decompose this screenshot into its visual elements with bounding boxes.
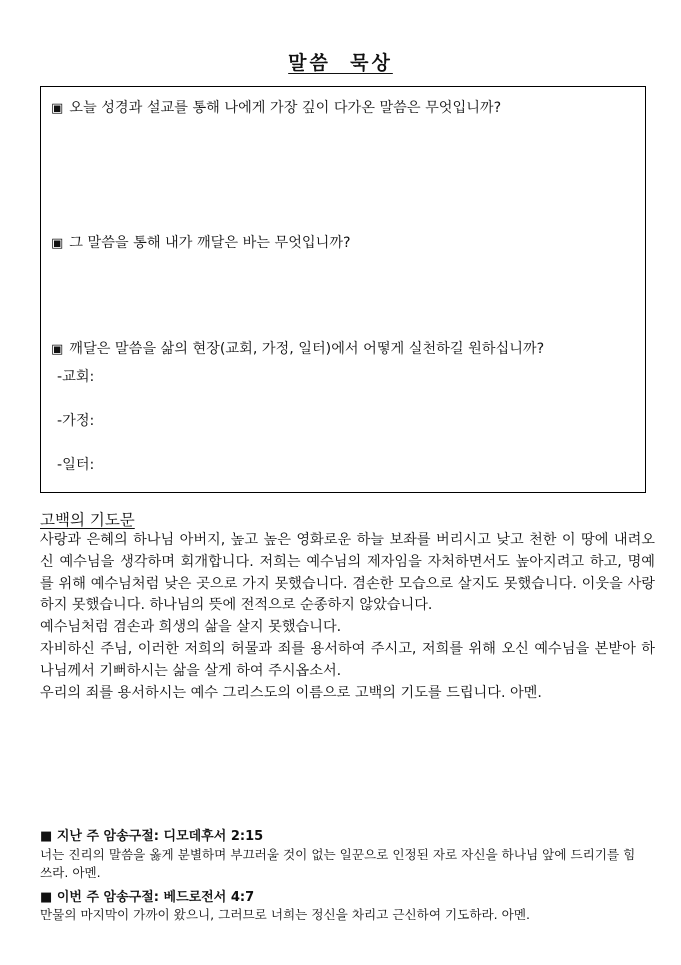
title-text: 말씀 묵상 (288, 52, 393, 74)
prayer-body (40, 530, 655, 704)
this-week-verse-label (40, 886, 254, 905)
question-3-text: 깨달은 말씀을 삶의 현장(교회, 가정, 일터)에서 어떻게 실천하길 원하십니까? (69, 341, 545, 357)
prayer-title: 고백의 기도문 (40, 511, 135, 529)
question-1-text: 오늘 성경과 설교를 통해 나에게 가장 깊이 다가온 말씀은 무엇입니까? (69, 100, 502, 116)
question-3 (51, 338, 544, 358)
page-title (0, 48, 681, 75)
square-bullet-icon: ▣ (51, 101, 64, 116)
church-label: -교회: (57, 369, 95, 385)
this-week-verse-title: 이번 주 암송구절: 베드로전서 4:7 (56, 890, 255, 905)
reflection-box (40, 86, 646, 493)
last-week-verse-title: 지난 주 암송구절: 디모데후서 2:15 (56, 829, 264, 844)
prayer-paragraph-2: 예수님처럼 겸손과 희생의 삶을 살지 못했습니다. (40, 619, 342, 636)
work-label: -일터: (57, 457, 95, 473)
square-bullet-icon: ▣ (51, 342, 64, 357)
last-week-verse-text: 너는 진리의 말씀을 옳게 분별하며 부끄러울 것이 없는 일꾼으로 인정된 자로 자신을 하나님 앞에 드리기를 힘쓰라. 아멘. (40, 847, 636, 880)
prayer-paragraph-3: 자비하신 주님, 이러한 저희의 허물과 죄를 용서하여 주시고, 저희를 위해 오신 예수님을 본받아 하나님께서 기뻐하시는 삶을 살게 하여 주시옵소서. (40, 640, 655, 679)
square-bullet-icon: ■ (40, 890, 53, 905)
square-bullet-icon: ■ (40, 829, 53, 844)
question-2 (51, 232, 351, 252)
last-week-verse-label (40, 825, 263, 844)
prayer-paragraph-1: 사랑과 은혜의 하나님 아버지, 높고 높은 영화로운 하늘 보좌를 버리시고 낮고 천한 이 땅에 내려오신 예수님을 생각하며 회개합니다. 저희는 예수님의 제자임을 자처하면서도 높아지려고 하고, 명예를 위해 예수님처럼 낮은 곳으로 가지 못했습니다. 겸손한 모습으로 살지도 못했습니다. 이웃을 사랑하지 못했습니다. 하나님의 뜻에 전적으로 순종하지 않았습니다. (40, 532, 655, 614)
question-1 (51, 97, 501, 117)
question-2-text: 그 말씀을 통해 내가 깨달은 바는 무엇입니까? (69, 235, 351, 251)
square-bullet-icon: ▣ (51, 236, 64, 251)
prayer-paragraph-4: 우리의 죄를 용서하시는 예수 그리스도의 이름으로 고백의 기도를 드립니다. 아멘. (40, 684, 542, 701)
home-label: -가정: (57, 413, 95, 429)
this-week-verse-text: 만물의 마지막이 가까이 왔으니, 그러므로 너희는 정신을 차리고 근신하여 기도하라. 아멘. (40, 907, 531, 922)
